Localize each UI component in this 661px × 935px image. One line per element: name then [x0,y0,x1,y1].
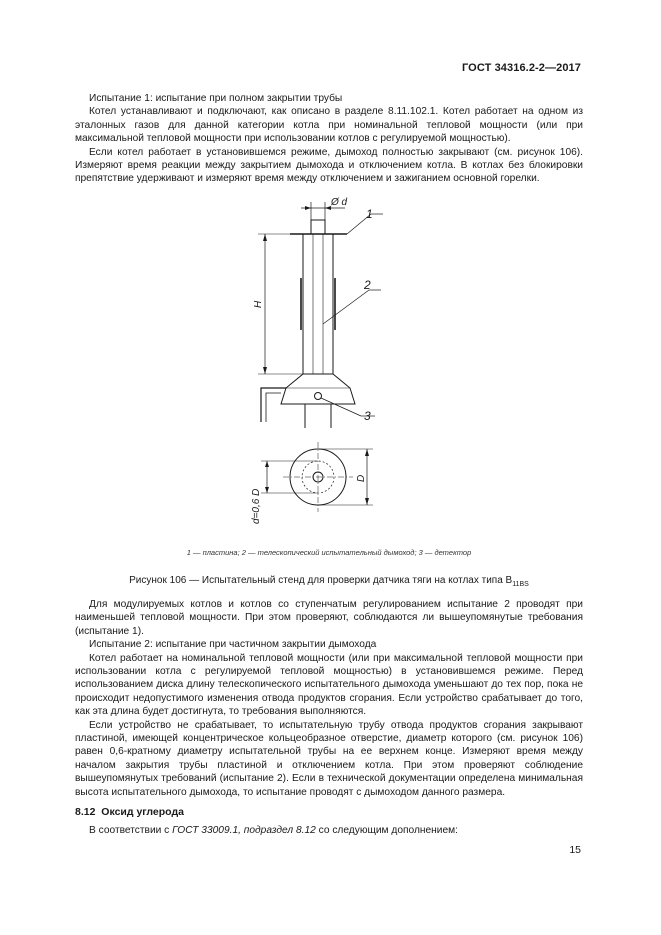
section-heading [75,806,184,818]
test1-paragraph-procedure: Если котел работает в установившемся режиме, дымоход полностью закрывают (см. рисунок 106). Измеряют время реакции между закрытием дымохода и отключением котла. В котлах без блокировки препятствие удерживают и измеряют время между отключением и зажиганием основной горелки. [75,146,583,185]
figure-caption-subscript: 11BS [512,581,529,588]
figure-caption [75,575,583,588]
test2-heading: Испытание 2: испытание при частичном закрытии дымохода [89,639,377,651]
figure-caption-main: Рисунок 106 — Испытательный стенд для проверки датчика тяги на котлах типа B [129,575,513,586]
section-text-reference: ГОСТ 33009.1, подраздел 8.12 [172,825,316,836]
callout-2: 2 [364,278,371,292]
label-d-equals-06D: d=0,6 D [251,488,262,524]
callout-1: 1 [366,207,373,221]
callout-3: 3 [364,409,371,423]
test1-paragraph-setup: Котел устанавливают и подключают, как описано в разделе 8.11.102.1. Котел работает на одном из эталонных газов для данной категории котла при номинальной тепловой мощности (или при максимальной тепловой мощности при использовании котлов с регулируемой мощностью). [75,106,583,145]
label-d: Ø d [331,197,348,208]
page-number: 15 [569,844,581,856]
test1-heading: Испытание 1: испытание при полном закрытии трубы [89,93,343,104]
bottom-text-block [75,598,583,799]
section-paragraph [75,824,583,837]
label-H: H [253,300,264,308]
section-number: 8.12 [75,806,96,818]
section-text-block [75,824,583,837]
section-title: Оксид углерода [101,806,184,818]
section-text-suffix: со следующим дополнением: [315,825,459,836]
top-text-block [75,92,583,186]
modulating-boilers-paragraph: Для модулируемых котлов и котлов со ступенчатым регулированием испытание 2 проводят при наименьшей тепловой мощности. При этом проверяют, соблюдаются ли вышеупомянутые требования (испытание 1). [75,599,583,637]
document-header: ГОСТ 34316.2-2—2017 [461,62,581,74]
test2-paragraph-operation: Котел работает на номинальной тепловой мощности (или при максимальной тепловой мощности при использовании котла с регулируемой тепловой мощностью) в установившемся режиме. Перед использованием диска длину телескопического испытательного дымохода уменьшают до тех пор, пока не происходит недопустимого изменения отвода продуктов сгорания. Если устройство срабатывает до того, как эта длина будет достигнута, то требования выполняются. [75,652,583,718]
figure-legend: 1 — пластина; 2 — телескопический испытательный дымоход; 3 — детектор [186,548,472,557]
label-D: D [356,474,367,482]
test-stand-drawing [75,190,583,550]
figure-106 [75,190,583,550]
test2-paragraph-plate: Если устройство не срабатывает, то испытательную трубу отвода продуктов сгорания закрывают пластиной, имеющей концентрическое кольцеобразное отверстие, диаметр которого (см. рисунок 106) равен 0,6-кратному диаметру испытательной трубы на ее верхнем конце. Измеряют время между началом закрытия трубы пластиной и отключением котла. При этом проверяют соблюдение вышеупомянутых требований (испытание 2). Если в технической документации определена минимальная высота испытательного дымохода, то испытание проводят с дымоходом данного размера. [75,719,583,798]
section-text-prefix: В соответствии с [89,825,173,836]
